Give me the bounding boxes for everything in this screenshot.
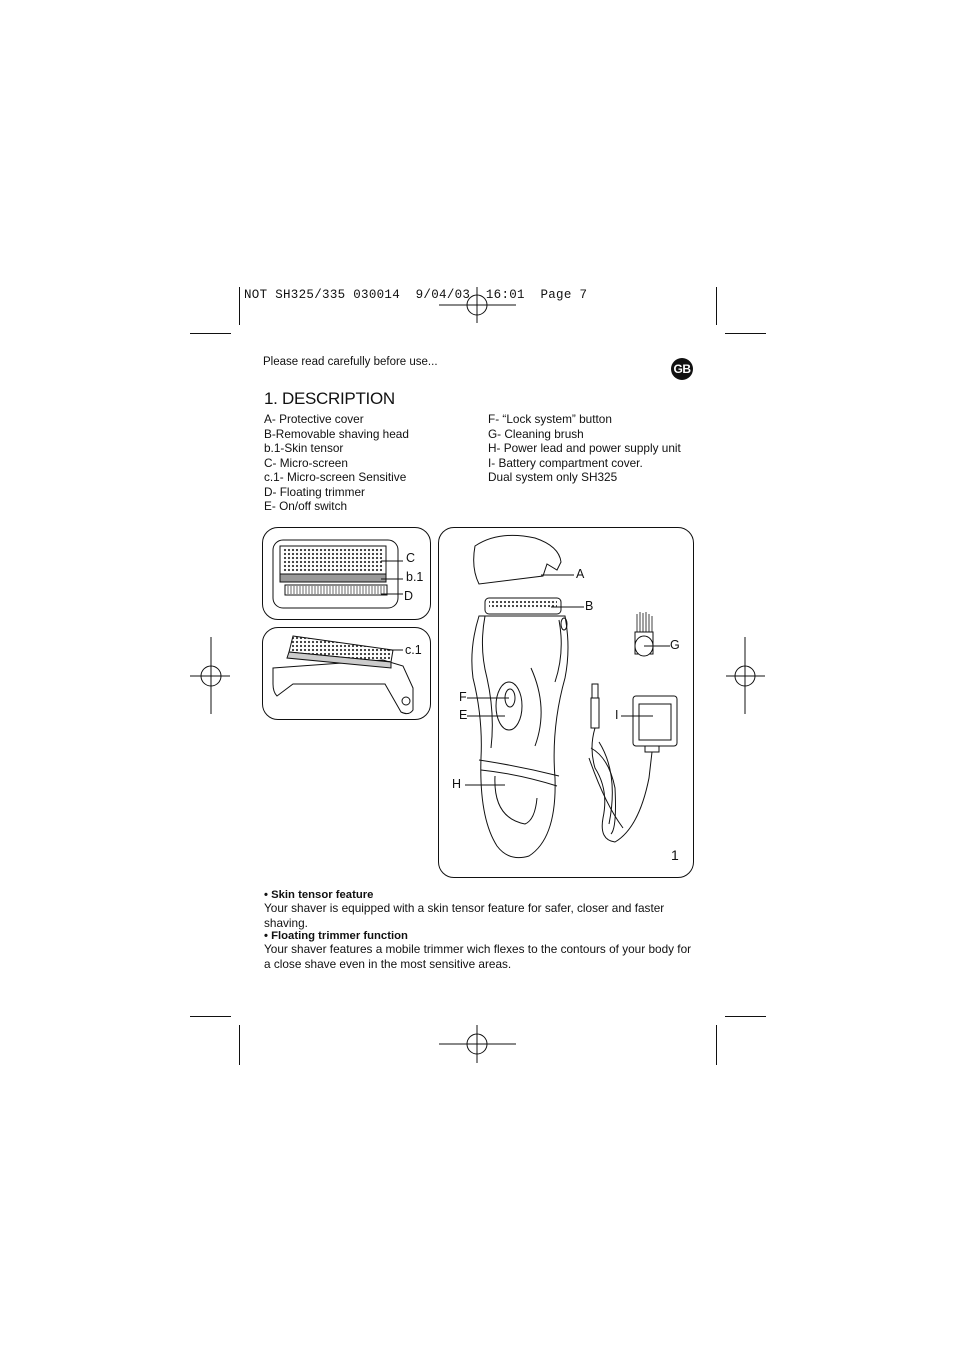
parts-list-right: [488, 412, 693, 485]
list-item: c.1- Micro-screen Sensitive: [264, 470, 407, 484]
feature-heading: • Skin tensor feature: [264, 889, 374, 901]
features-section: [264, 889, 694, 971]
feature-text: Your shaver features a mobile trimmer wich flexes to the contours of your body for a close shave even in the most sensitive areas.: [264, 942, 692, 971]
list-item: Dual system only SH325: [488, 470, 618, 484]
section-title: 1. DESCRIPTION: [264, 389, 395, 408]
label-a: A: [576, 567, 585, 581]
label-c1: c.1: [405, 643, 422, 657]
label-b1: b.1: [406, 570, 424, 584]
list-item: B-Removable shaving head: [264, 426, 409, 441]
label-f: F: [459, 690, 467, 704]
figure-number: 1: [671, 847, 679, 863]
feature-heading: • Floating trimmer function: [264, 930, 408, 942]
micro-screen-panel: [262, 627, 431, 720]
label-i: I: [615, 708, 619, 722]
shaver-illustration: [439, 528, 693, 877]
print-header: NOT SH325/335 030014 9/04/03 16:01 Page 7: [244, 288, 588, 302]
label-g: G: [670, 638, 680, 652]
product-overview-panel: [438, 527, 694, 878]
label-d: D: [404, 589, 414, 603]
label-e: E: [459, 708, 468, 722]
feature-text: Your shaver is equipped with a skin tensor feature for safer, closer and faster shaving.: [264, 901, 665, 930]
language-badge: GB: [671, 358, 693, 380]
list-item: G- Cleaning brush: [488, 426, 584, 441]
list-item: A- Protective cover: [264, 412, 364, 426]
parts-list-left: [264, 412, 479, 514]
list-item: H- Power lead and power supply unit: [488, 441, 681, 455]
list-item: I- Battery compartment cover.: [488, 455, 643, 470]
subtitle: Please read carefully before use...: [263, 356, 438, 368]
shaving-head-illustration: [263, 528, 430, 619]
list-item: D- Floating trimmer: [264, 484, 365, 499]
micro-screen-illustration: [263, 628, 430, 719]
list-item: b.1-Skin tensor: [264, 441, 344, 455]
label-b: B: [585, 599, 594, 613]
shaving-head-panel: [262, 527, 431, 620]
list-item: E- On/off switch: [264, 499, 348, 513]
label-h: H: [452, 777, 462, 791]
label-c: C: [406, 551, 416, 565]
list-item: F- “Lock system” button: [488, 412, 612, 426]
list-item: C- Micro-screen: [264, 455, 348, 470]
